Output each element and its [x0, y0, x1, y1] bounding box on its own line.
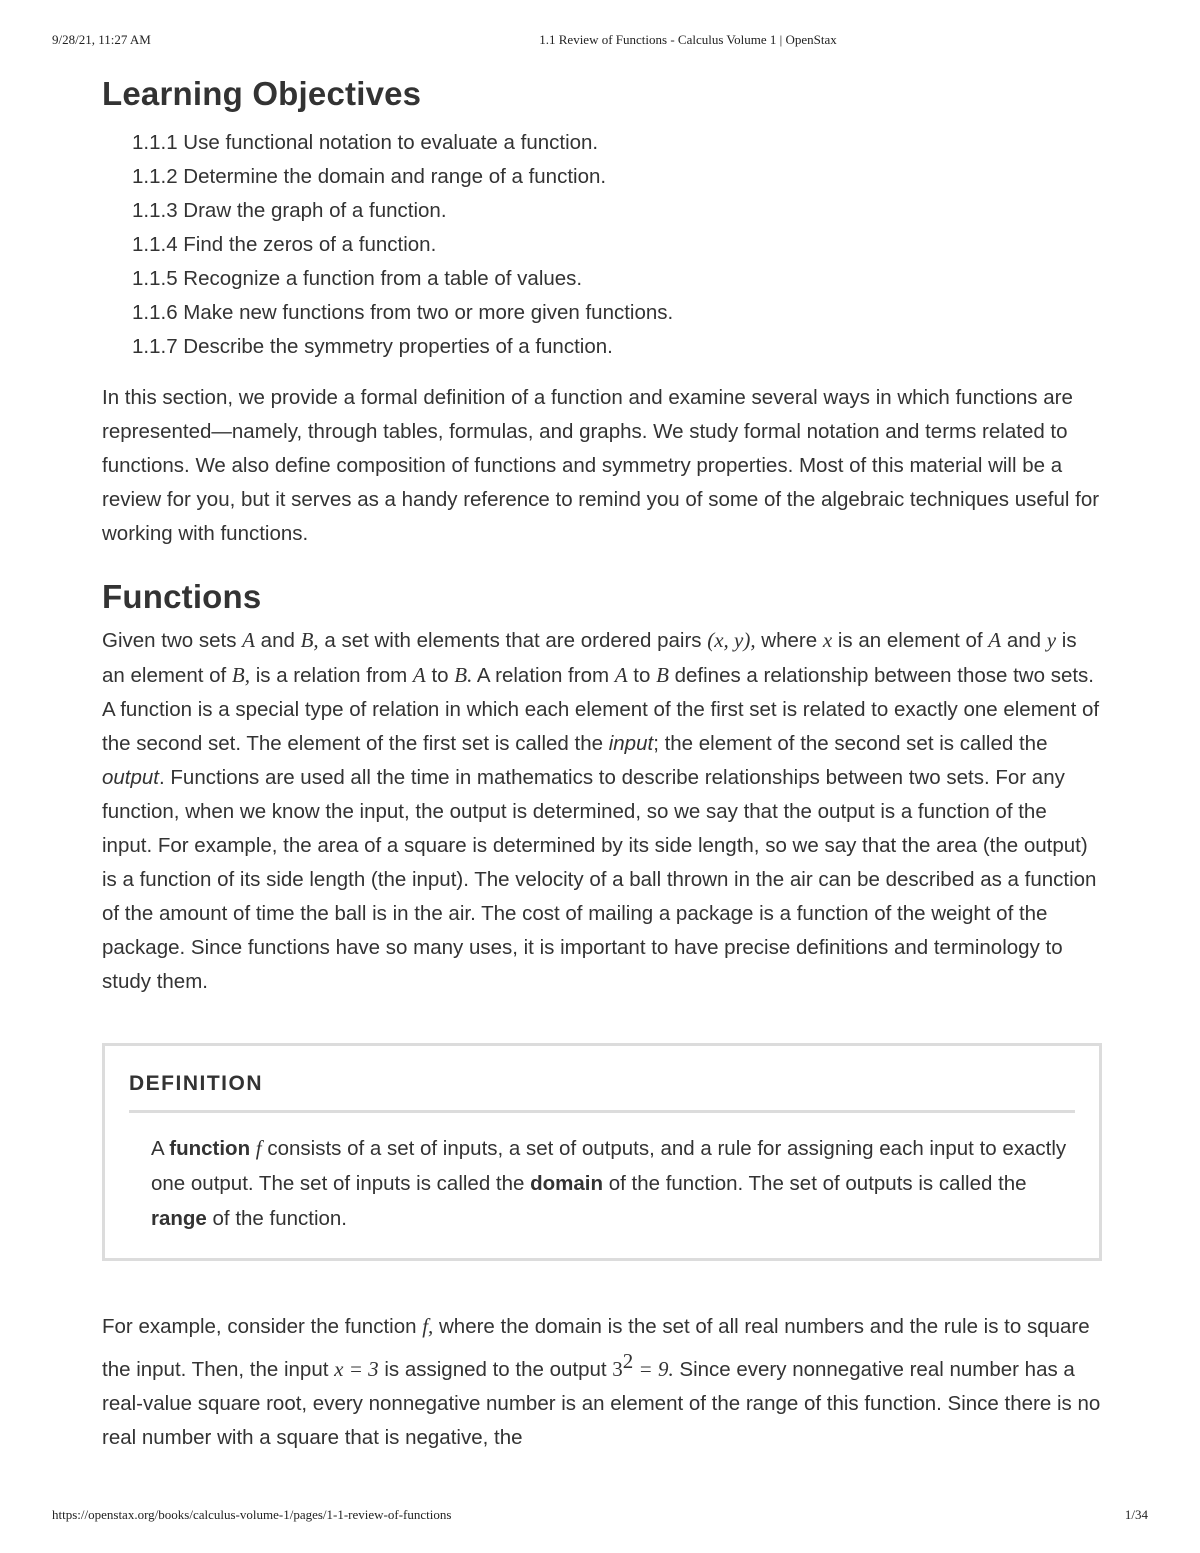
definition-title: DEFINITION	[129, 1072, 263, 1095]
objective-item: 1.1.4 Find the zeros of a function.	[132, 233, 437, 256]
print-url: https://openstax.org/books/calculus-volume-1/pages/1-1-review-of-functions	[52, 1507, 452, 1522]
term-output: output	[102, 766, 159, 789]
objective-item: 1.1.1 Use functional notation to evaluate a function.	[132, 131, 599, 154]
functions-heading: Functions	[102, 578, 262, 615]
functions-paragraph: Given two sets A and B, a set with elements that are ordered pairs (x, y), where x is an element of A and y is an element of B, is a relation from A to B. A relation from A to B defines a relationship between those two sets. A function is a special type of relation in which each element of the first set is related to exactly one element of the second set. The element of the first set is called the input; the element of the second set is called the output. Functions are used all the time in mathematics to describe relationships between two sets. For any function, when we know the input, the output is determined, so we say that the output is a function of the input. For example, the area of a square is determined by its side length, so we say that the area (the output) is a function of its side length (the input). The velocity of a ball thrown in the air can be described as a function of the amount of time the ball is in the air. The cost of mailing a package is a function of the weight of the package. Since functions have so many uses, it is important to have precise definitions and terminology to study them.	[102, 628, 1100, 993]
objective-item: 1.1.3 Draw the graph of a function.	[132, 199, 447, 222]
print-page-number: 1/34	[1124, 1507, 1148, 1522]
page-content	[102, 74, 1102, 1455]
print-datetime: 9/28/21, 11:27 AM	[52, 32, 151, 47]
objective-item: 1.1.7 Describe the symmetry properties of a function.	[132, 335, 613, 358]
definition-divider	[129, 1110, 1075, 1113]
definition-text: A function f consists of a set of inputs, a set of outputs, and a rule for assigning each input to exactly one output. The set of inputs is called the domain of the function. The set of outputs is called the range of the function.	[151, 1136, 1067, 1230]
print-doc-title: 1.1 Review of Functions - Calculus Volume 1 | OpenStax	[539, 32, 837, 47]
objective-item: 1.1.6 Make new functions from two or more given functions.	[132, 301, 674, 324]
term-input: input	[608, 732, 654, 755]
objective-item: 1.1.2 Determine the domain and range of a function.	[132, 165, 607, 188]
example-paragraph: For example, consider the function f, where the domain is the set of all real numbers and the rule is to square the input. Then, the input x = 3 is assigned to the output $3^2 = 9$. Since every nonnegative real number has a real-value square root, every nonnegative number is an element of the range of this function. Since there is no real number with a square that is negative, the	[102, 1314, 1101, 1449]
objective-item: 1.1.5 Recognize a function from a table of values.	[132, 267, 583, 290]
learning-objectives-list	[102, 126, 1102, 364]
intro-paragraph: In this section, we provide a formal definition of a function and examine several ways in which functions are represented—namely, through tables, formulas, and graphs. We study formal notation and terms related to functions. We also define composition of functions and symmetry properties. Most of this material will be a review for you, but it serves as a handy reference to remind you of some of the algebraic techniques useful for working with functions.	[102, 386, 1100, 545]
definition-box	[102, 1043, 1102, 1261]
learning-objectives-heading: Learning Objectives	[102, 75, 422, 112]
